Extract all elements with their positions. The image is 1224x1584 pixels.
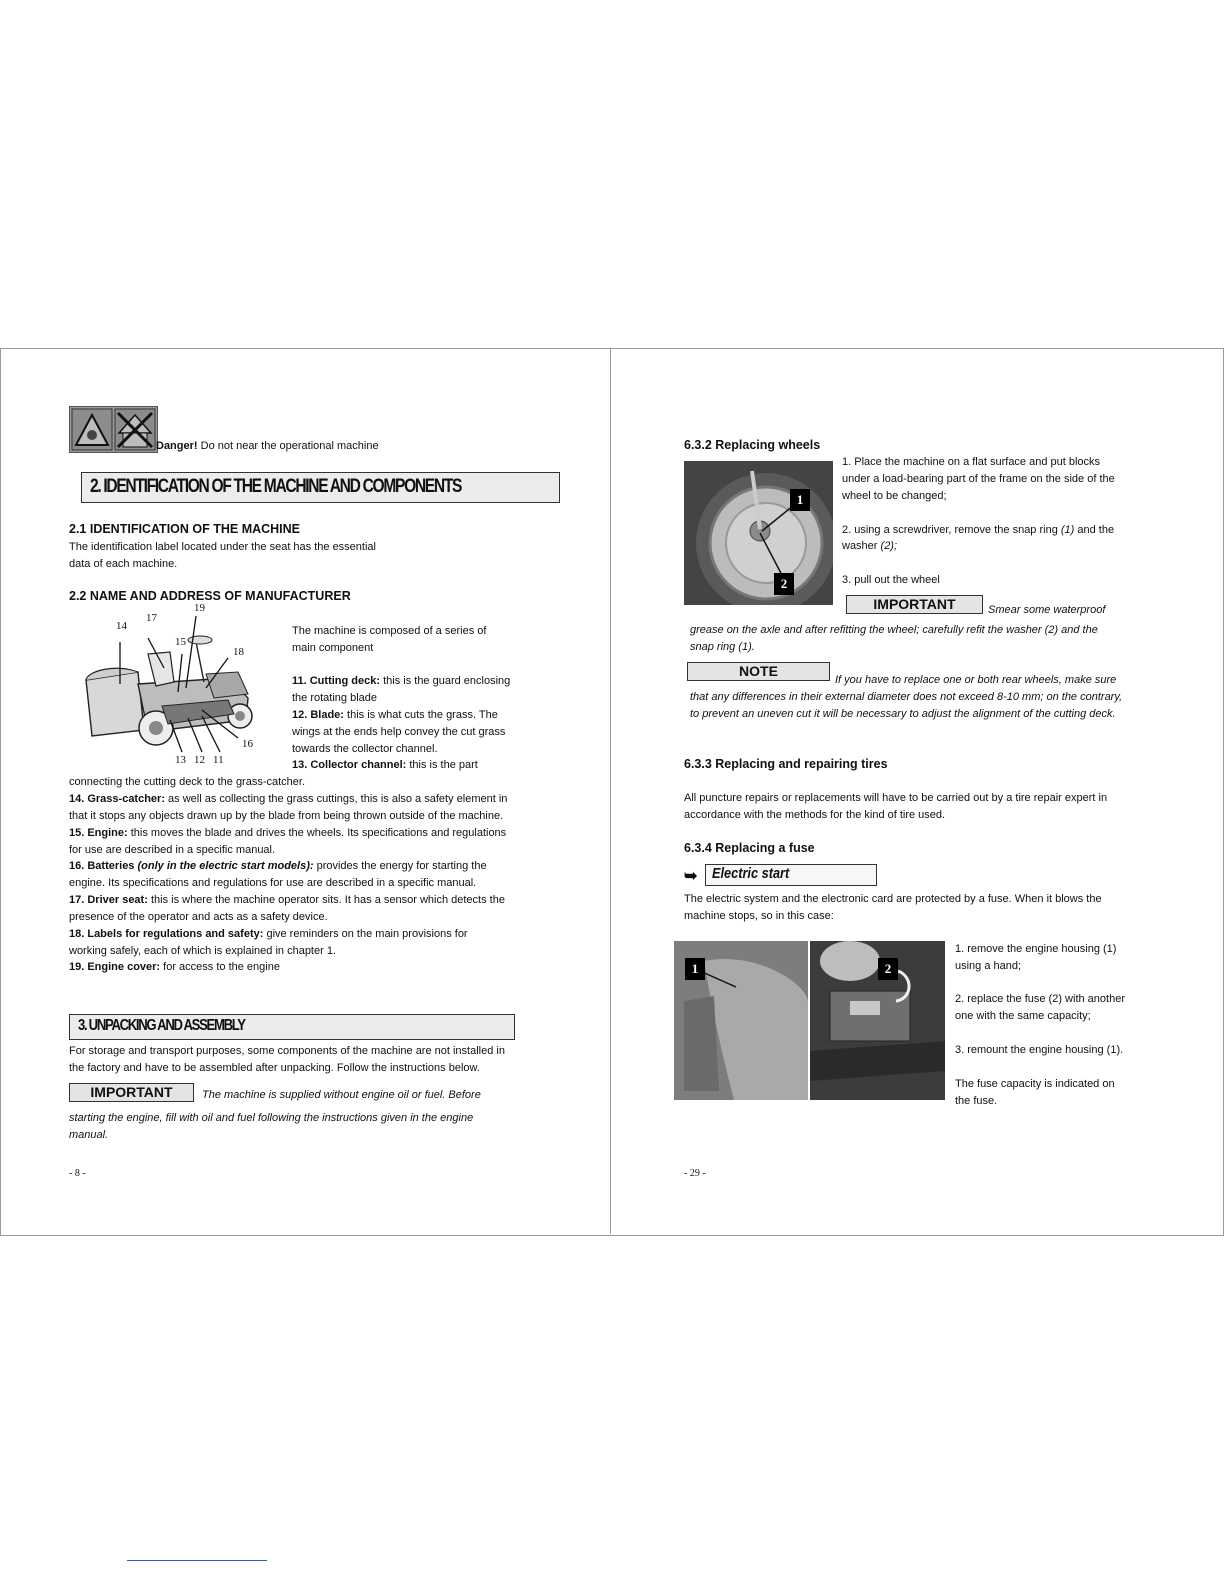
wheel-step-2-a: 2. using a screwdriver, remove the snap ring (1) and the (842, 524, 1115, 536)
fuse-badge-2: 2 (878, 958, 898, 980)
item-11: 11. Cutting deck: this is the guard enclosing (292, 675, 511, 687)
page-divider (610, 348, 611, 1234)
engine-housing-photo (674, 941, 808, 1100)
item-14: 14. Grass-catcher: as well as collecting the grass cuttings, this is also a safety element in (69, 793, 508, 805)
danger-pictogram (69, 406, 158, 453)
note-line-1: that any differences in their external diameter does not exceed 8-10 mm; on the contrary, (690, 691, 1123, 703)
intro-line-1: The machine is composed of a series of (292, 625, 487, 637)
important-line-1-left: starting the engine, fill with oil and fuel following the instructions given in the engine (69, 1112, 474, 1124)
s3-line-2: the factory and have to be assembled after unpacking. Follow the instructions below. (69, 1062, 480, 1074)
wheel-image (684, 461, 833, 605)
item-18-cont: working safely, each of which is explained in chapter 1. (69, 945, 336, 957)
section-3-title: 3. UNPACKING AND ASSEMBLY (78, 1017, 245, 1034)
mower-diagram (78, 602, 278, 774)
intro-line-2: main component (292, 642, 374, 654)
important-line-2-right: snap ring (1). (690, 641, 755, 653)
fuse-step-1-b: using a hand; (955, 960, 1022, 972)
callout-17: 17 (146, 612, 157, 624)
section-2-title-box (81, 472, 560, 503)
item-17: 17. Driver seat: this is where the machine operator sits. It has a sensor which detects the (69, 894, 505, 906)
tires-line-1: All puncture repairs or replacements will have to be carried out by a tire repair expert in (684, 792, 1108, 804)
item-13: 13. Collector channel: this is the part (292, 759, 478, 771)
wheel-step-1-b: under a load-bearing part of the frame on the side of the (842, 473, 1115, 485)
electric-start-label: Electric start (712, 865, 790, 882)
callout-16: 16 (242, 738, 253, 750)
item-16-cont: engine. Its specifications and regulations for use are described in a specific manual. (69, 877, 477, 889)
note-line-2: to prevent an uneven cut it will be necessary to adjust the alignment of the cutting deck. (690, 708, 1116, 720)
heading-2-1: 2.1 IDENTIFICATION OF THE MACHINE (69, 522, 301, 536)
fuse-step-3: 3. remount the engine housing (1). (955, 1044, 1124, 1056)
item-11-cont: the rotating blade (292, 692, 378, 704)
item-12: 12. Blade: this is what cuts the grass. The (292, 709, 498, 721)
electric-start-box (705, 864, 877, 886)
fuse-note-b: the fuse. (955, 1095, 998, 1107)
important-text-right: Smear some waterproof (988, 604, 1106, 616)
fuse-photo (810, 941, 945, 1100)
item-18: 18. Labels for regulations and safety: give reminders on the main provisions for (69, 928, 468, 940)
wheel-step-1-a: 1. Place the machine on a flat surface and put blocks (842, 456, 1101, 468)
item-19: 19. Engine cover: for access to the engine (69, 961, 280, 973)
important-box-right: IMPORTANT (846, 595, 983, 614)
fuse-step-1-a: 1. remove the engine housing (1) (955, 943, 1117, 955)
fuse-note-a: The fuse capacity is indicated on (955, 1078, 1115, 1090)
wheel-step-3: 3. pull out the wheel (842, 574, 940, 586)
heading-6-3-3: 6.3.3 Replacing and repairing tires (684, 757, 888, 771)
item-17-cont: presence of the operator and acts as a safety device. (69, 911, 328, 923)
note-text: If you have to replace one or both rear wheels, make sure (835, 674, 1117, 686)
item-13-cont: connecting the cutting deck to the grass-catcher. (69, 776, 306, 788)
page-number-left: - 8 - (69, 1168, 86, 1179)
fuse-line-1: The electric system and the electronic card are protected by a fuse. When it blows the (684, 893, 1102, 905)
section-3-title-box (69, 1014, 515, 1040)
important-line-2-left: manual. (69, 1129, 109, 1141)
fuse-line-2: machine stops, so in this case: (684, 910, 834, 922)
heading-2-2: 2.2 NAME AND ADDRESS OF MANUFACTURER (69, 589, 351, 603)
wheel-step-2-b: washer (2); (842, 540, 898, 552)
heading-6-3-2: 6.3.2 Replacing wheels (684, 438, 821, 452)
important-text-left: The machine is supplied without engine oil or fuel. Before (202, 1089, 481, 1101)
s3-line-1: For storage and transport purposes, some components of the machine are not installed in (69, 1045, 505, 1057)
fuse-step-2-b: one with the same capacity; (955, 1010, 1091, 1022)
tires-line-2: accordance with the methods for the kind of tire used. (684, 809, 946, 821)
arrow-right-icon: ➥ (684, 868, 698, 885)
item-15: 15. Engine: this moves the blade and drives the wheels. Its specifications and regulations (69, 827, 507, 839)
callout-14: 14 (116, 620, 127, 632)
important-line-1-right: grease on the axle and after refitting the wheel; carefully refit the washer (2) and the (690, 624, 1098, 636)
s21-line-1: The identification label located under the seat has the essential (69, 541, 376, 553)
wheel-badge-1: 1 (790, 489, 810, 511)
wheel-photo (684, 461, 833, 605)
section-2-title: 2. IDENTIFICATION OF THE MACHINE AND COMPONENTS (90, 476, 462, 497)
footnote-link-line (127, 1560, 267, 1561)
callout-12: 12 (194, 754, 205, 766)
danger-text: Danger! Do not near the operational machine (156, 440, 379, 452)
item-12-cont-1: wings at the ends help convey the cut grass (292, 726, 506, 738)
callout-15: 15 (175, 636, 186, 648)
note-box: NOTE (687, 662, 830, 681)
callout-18: 18 (233, 646, 244, 658)
heading-6-3-4: 6.3.4 Replacing a fuse (684, 841, 815, 855)
callout-19: 19 (194, 602, 205, 614)
item-12-cont-2: towards the collector channel. (292, 743, 438, 755)
callout-13: 13 (175, 754, 186, 766)
important-box-left: IMPORTANT (69, 1083, 194, 1102)
s21-line-2: data of each machine. (69, 558, 178, 570)
item-16: 16. Batteries (only in the electric start models): provides the energy for starting the (69, 860, 487, 872)
warning-triangle-icon (70, 407, 157, 452)
wheel-step-1-c: wheel to be changed; (842, 490, 947, 502)
callout-11: 11 (213, 754, 224, 766)
fuse-step-2-a: 2. replace the fuse (2) with another (955, 993, 1125, 1005)
item-14-cont: that it stops any objects drawn up by the blade from being thrown outside of the machine. (69, 810, 504, 822)
item-15-cont: for use are described in a specific manual. (69, 844, 276, 856)
fuse-badge-1: 1 (685, 958, 705, 980)
page-number-right: - 29 - (684, 1168, 706, 1179)
wheel-badge-2: 2 (774, 573, 794, 595)
